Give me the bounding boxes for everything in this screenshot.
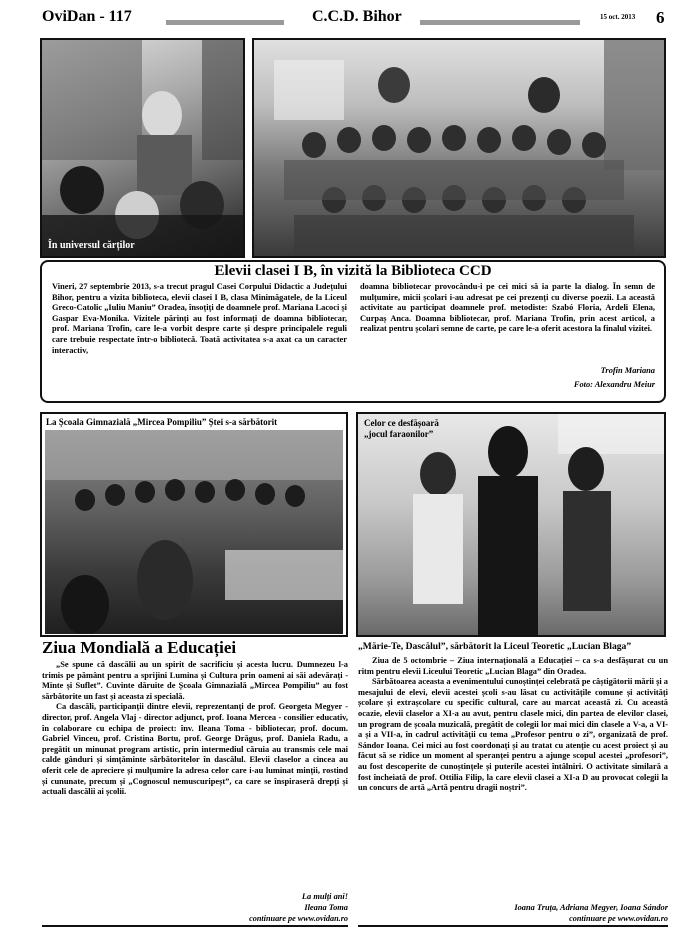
article2-paragraph-1: „Se spune că dascălii au un spirit de sacrificiu și acesta lucru. Dumnezeu l-a trimis pe pământ pentru a sprijini Lumina și Cultura prin oameni ai săi adevărați - Minte și Suflet”. Cuvinte dăruite de Școala Gimnazială „Mircea Pompiliu” au fost sărbătorite un fast și aceasta zi specială. — [42, 660, 348, 701]
article2-title: Ziua Mondială a Educației — [42, 638, 237, 657]
article-library-visit — [40, 260, 666, 403]
article3-continue-link[interactable]: continuare pe www.ovidan.ro — [358, 914, 668, 927]
article2-body — [42, 660, 348, 888]
right-photo-caption-line1: Celor ce desfășoară — [364, 418, 439, 428]
article2-author: Ileana Toma — [304, 903, 348, 912]
article1-col2: doamna bibliotecar provocându-i pe cei mici să ia parte la dialog. În semn de mulțumire, micii școlari i-au adresat pe cei prezenți cu diverse poezii. La această activitate au participat doamnele prof. metodiste: Szabó Floria, Ardeli Elena, Curpaș Anca. Doamna bibliotecar, prof. Mariana Trofin, prin acest articol, a realizat pentru școlari semne de carte, pe care le-a oferit acestora la finalul vizitei. — [360, 282, 655, 334]
article3-paragraph-1: Ziua de 5 octombrie – Ziua internațională a Educației – ca s-a desfășurat cu un ritm pentru elevii Liceului Teoretic „Lucian Blaga” din Oradea. — [358, 656, 668, 676]
photo-library-reading-figures — [42, 40, 245, 258]
article3-body — [358, 656, 668, 892]
photo-teachers-day-frame — [356, 412, 666, 637]
article1-col1: Vineri, 27 septembrie 2013, s-a trecut pragul Casei Corpului Didactic a Județului Bihor, pentru a vizita biblioteca, elevii clasei I B, clasa Minimăgatele, de la Liceul Greco-Catolic „Iuliu Maniu” Oradea, însoțiți de doamnele prof. Mariana Lacoci și Gaspar Eva-Monika. Vizitele părinți au fost informați de doamna bibliotecar, prof. Mariana Trofin, care le-a vorbit despre carte și despre principalele reguli care trebuie respectate într-o bibliotecă. Toată activitatea s-a axat ca un caracter interactiv, — [52, 282, 347, 355]
article3-paragraph-2: Sărbătoarea aceasta a evenimentului cunoștinței celebrată pe câștigătorii mării și a mesajului de elevi, elevii acestei școli s-au lăsat cu activitățile comune și activități școlare și extrașcolare cu specific cultural, care au marcat această zi. Cu această ocazie, elevii claselor a XI-a au avut, pentru clasele mici, din partea de elevilor clasei, un program de școala muzicală, pregătit de colegii lor mai mici din clasele a V-a, a VI-a și a VII-a, în cadrul activității cu tema „Profesor pentru o zi”, organizată de prof. Sándor Ioana. Cei mici au fost coordonați și au tratat cu atenție cu acest proiect și au făcut să se ridice un moment al speranței pentru a ajunge scopul acestei „profesori”, au fost descoperite de cunoștințele și puterile acestei întâlniri. O activitate similară a fost încheiată de prof. Ottilia Filip, la care elevii clasei a XI-a D au provocat colegii la un concurs de artă „Artă pentru dragii noștri”. — [358, 677, 668, 793]
header-center: C.C.D. Bihor — [312, 8, 402, 25]
header-rule-left — [166, 20, 284, 25]
header-left: OviDan - 117 — [42, 8, 132, 25]
photo-teachers-day-figures — [358, 414, 664, 635]
article3-author: Ioana Truța, Adriana Megyer, Ioana Sándor — [514, 903, 668, 912]
left-photo-caption: La Școala Gimnazială „Mircea Pompiliu” Ștei s-a sărbătorit — [46, 417, 278, 427]
photo-school-event — [45, 430, 343, 634]
right-photo-caption-line2: „jocul faraonilor” — [364, 429, 434, 439]
top-photo-caption: În universul cărților — [48, 240, 135, 251]
article2-paragraph-2: Ca dascăli, participanții dintre elevii, reprezentanți de prof. Georgeta Megyer - director, prof. Angela Vlaj - director adjunct, prof. Ioana Mercea - consilier educativ, în colaborare cu echipa de proiect: înv. Ileana Toma - bibliotecar, prof. docum. Gabriel Vinceu, prof. Cristina Bortu, prof. George Drăgus, prof. Daniela Radu, a pregătit un minunat program artistic, prin intermediul căruia au transmis cele mai calde gânduri și simțăminte sărbătoritelor în dascălul. Elevii claselor a cincea au oferit cele de apreciere și mulțumire la adresa celor care i-au luminat minții, rostind și cununate, precum și „Cognoscul nemuscuripeșt”, ca care se înspiraseră drepți și actuali dascălii ai școlii. — [42, 702, 348, 797]
article1-photo-credit: Foto: Alexandru Meiur — [573, 380, 655, 389]
photo-teachers-day — [358, 414, 664, 635]
photo-school-event-frame — [40, 412, 348, 637]
photo-class-group-figures — [254, 40, 666, 258]
page-number: 6 — [656, 8, 665, 27]
article3-title: „Mărie-Te, Dascălul”, sărbătorit la Liceul Teoretic „Lucian Blaga” — [358, 641, 632, 652]
photo-library-reading — [40, 38, 245, 258]
article1-author: Trofin Mariana — [600, 366, 655, 375]
article2-continue-link[interactable]: continuare pe www.ovidan.ro — [42, 914, 348, 927]
article2-closing: La mulți ani! — [301, 892, 348, 901]
photo-school-event-figures — [45, 430, 343, 634]
photo-class-group — [252, 38, 666, 258]
header-rule-right — [420, 20, 580, 25]
header-date: 15 oct. 2013 — [600, 13, 636, 21]
article1-title: Elevii clasei I B, în vizită la Biblioteca CCD — [214, 263, 492, 279]
